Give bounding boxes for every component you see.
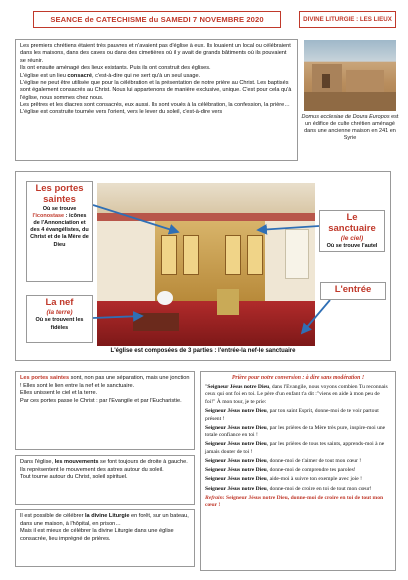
prayer-text: , aide-moi à suivre ton exemple avec joie ! [266, 476, 363, 483]
prayer-line [205, 441, 391, 456]
intro-paragraph: L'église ne peut être utilisée que pour la célébration et la présentation de notre prière au Christ. Les baptisés sont également consacrés au Christ. Nous lui appartenons de manière exclusive, unique. C'est pour cela qu'à l'église, nous sommes chez nous. [20, 79, 292, 101]
label-entree [320, 282, 386, 300]
box-bold-word: la divine Liturgie [84, 513, 130, 519]
topic-tag-text: DIVINE LITURGIE : LES LIEUX [303, 16, 392, 23]
prayer-text: , donne-moi de croire en toi de tout mon cœur! [266, 485, 372, 492]
prayer-line [205, 486, 391, 494]
prayer-line [205, 467, 391, 475]
prayer-text: , par ton saint Esprit, donne-moi de te voir partout présent ! [205, 408, 379, 422]
prayer-invocation: Seigneur Jésus notre Dieu [205, 441, 267, 448]
box-text: sont, non pas une séparation, mais une jonction ! Elles sont le lien entre la nef et le sanctuaire. [20, 375, 190, 389]
label-nef-line: Où se trouvent les fidèles [35, 317, 84, 331]
box-paragraph [20, 513, 190, 528]
intro-paragraph: Les premiers chrétiens étaient très pauvres et n'avaient pas d'église à eux. Ils louaient un local ou célébraient dans les maisons, dans des caves ou dans des cimetières où il y avait de grands bâtiments où ils pouvaient se réunir. [20, 43, 291, 64]
box-paragraph [20, 375, 190, 390]
refrain-label: Refrain [205, 494, 223, 501]
prayer-text: , dans l'Evangile, nous voyons combien Tu reconnais ceux qui ont foi en toi. Le père d'un enfant t'a dit :"viens en aide à mon peu de foi!" À mon tour, je te prie: [205, 383, 388, 405]
box-red-heading: Les portes saintes [20, 375, 70, 381]
box-text: Il est possible de célébrer [20, 513, 85, 519]
prayer-invocation: Seigneur Jésus notre Dieu [205, 408, 267, 415]
box-paragraph: Mais il est mieux de célébrer la divine Liturgie dans une église consacrée, lieu imprégné de prières. [20, 528, 174, 542]
intro-paragraph: Les prêtres et les diacres sont consacrés, eux aussi. Ils sont voués à la célébration, la confession, la prière… [20, 102, 290, 108]
prayer-line [205, 425, 391, 440]
refrain-text: : Seigneur Jésus notre Dieu, donne-moi de croire en toi de tout mon cœur ! [205, 494, 384, 509]
box-paragraph: Elles unissent le ciel et la terre. [20, 390, 98, 397]
prayer-text: , par les prières de ta Mère très pure, inspire-moi une totale confiance en toi ! [205, 424, 386, 439]
intro-text: , c'est-à-dire qui ne sert qu'à un seul usage. [91, 72, 201, 79]
prayer-quote: " [205, 383, 208, 390]
box-paragraph: Tout tourne autour du Christ, soleil spirituel. [20, 474, 128, 481]
label-portes-desc [29, 213, 90, 249]
doura-caption-italic: Domus ecclesiae de Doura Europos [301, 114, 390, 120]
doura-caption-text: est un édifice de culte chrétien aménagé dans une ancienne maison en 241 en Syrie [304, 114, 399, 142]
prayer-invocation: Seigneur Jésus notre Dieu [205, 424, 267, 431]
prayer-title: Prière pour notre conversion : à dire sans modération ! [231, 375, 365, 381]
box-paragraph [20, 459, 190, 474]
label-sanctuaire-line: Où se trouve l'autel [326, 243, 378, 250]
label-sanctuaire-sub: (le ciel) [340, 234, 364, 242]
box-paragraph: Par ces portes passe le Christ : par l'Evangile et par l'Eucharistie. [20, 397, 182, 404]
arrow-entree [302, 300, 330, 333]
prayer-invocation: Seigneur Jésus notre Dieu [205, 458, 267, 465]
prayer-box [200, 371, 396, 571]
arrow-nef [93, 316, 142, 318]
label-entree-title: L'entrée [334, 284, 372, 295]
intro-text: L'église est un lieu [20, 72, 68, 79]
prayer-text: , donne-moi de comprendre tes paroles! [266, 467, 356, 474]
label-nef [26, 295, 93, 343]
prayer-invocation: Seigneur Jésus notre Dieu [205, 476, 267, 483]
mouvements-box [15, 455, 195, 505]
prayer-text: , par les prières de tous tes saints, apprends-moi à ne jamais douter de toi ! [205, 441, 385, 455]
label-nef-sub: (la terre) [46, 308, 73, 316]
box-bold-word: les mouvements [54, 459, 99, 465]
prayer-invocation: Seigneur Jésus notre Dieu [205, 467, 267, 474]
prayer-line [205, 476, 391, 484]
intro-paragraph: Ils ont ensuite aménagé des lieux existants. Puis ils ont construit des églises. [20, 65, 211, 72]
label-portes-title: Les portes saintes [35, 183, 84, 205]
prayer-refrain [205, 495, 391, 510]
portes-saintes-box [15, 371, 195, 450]
prayer-line [205, 458, 391, 466]
page-title-text: SEANCE de CATECHISME du SAMEDI 7 NOVEMBRE 2020 [50, 15, 264, 24]
arrow-sanctuaire [258, 226, 319, 230]
liturgie-lieux-box [15, 509, 195, 567]
label-portes-red: l'iconostase [32, 212, 65, 219]
prayer-intro [205, 384, 391, 407]
label-sanctuaire [319, 210, 385, 252]
prayer-invocation: Seigneur Jésus notre Dieu [207, 383, 270, 390]
box-text: Dans l'église, [20, 459, 55, 465]
label-portes-line: Où se trouve [42, 205, 77, 212]
church-parts-caption: L'église est composées de 3 parties : l'entrée-la nef-le sanctuaire [110, 348, 296, 354]
prayer-line [205, 408, 391, 423]
label-portes-text: : icônes de l'Annonciation et des 4 évangélistes, du Christ et de la Mère de Dieu [30, 212, 89, 248]
arrow-portes [93, 205, 178, 232]
intro-bold-word: consacré [67, 72, 92, 79]
intro-paragraph: L'église est construite tournée vers l'orient, vers le lever du soleil, c'est-à-dire vers [20, 109, 223, 116]
prayer-text: , donne-moi de t'aimer de tout mon cœur ! [266, 458, 362, 465]
box-text: se font toujours de droite à gauche. Ils représentent le mouvement des astres autour du soleil. [20, 459, 188, 473]
prayer-invocation: Seigneur Jésus notre Dieu [205, 485, 267, 492]
label-nef-title: La nef [45, 297, 74, 308]
label-sanctuaire-title: Le sanctuaire [328, 212, 376, 234]
label-portes-saintes [26, 181, 93, 282]
box-text: en forêt, sur un bateau, dans une maison, à l'hôpital, en prison… [20, 513, 189, 527]
